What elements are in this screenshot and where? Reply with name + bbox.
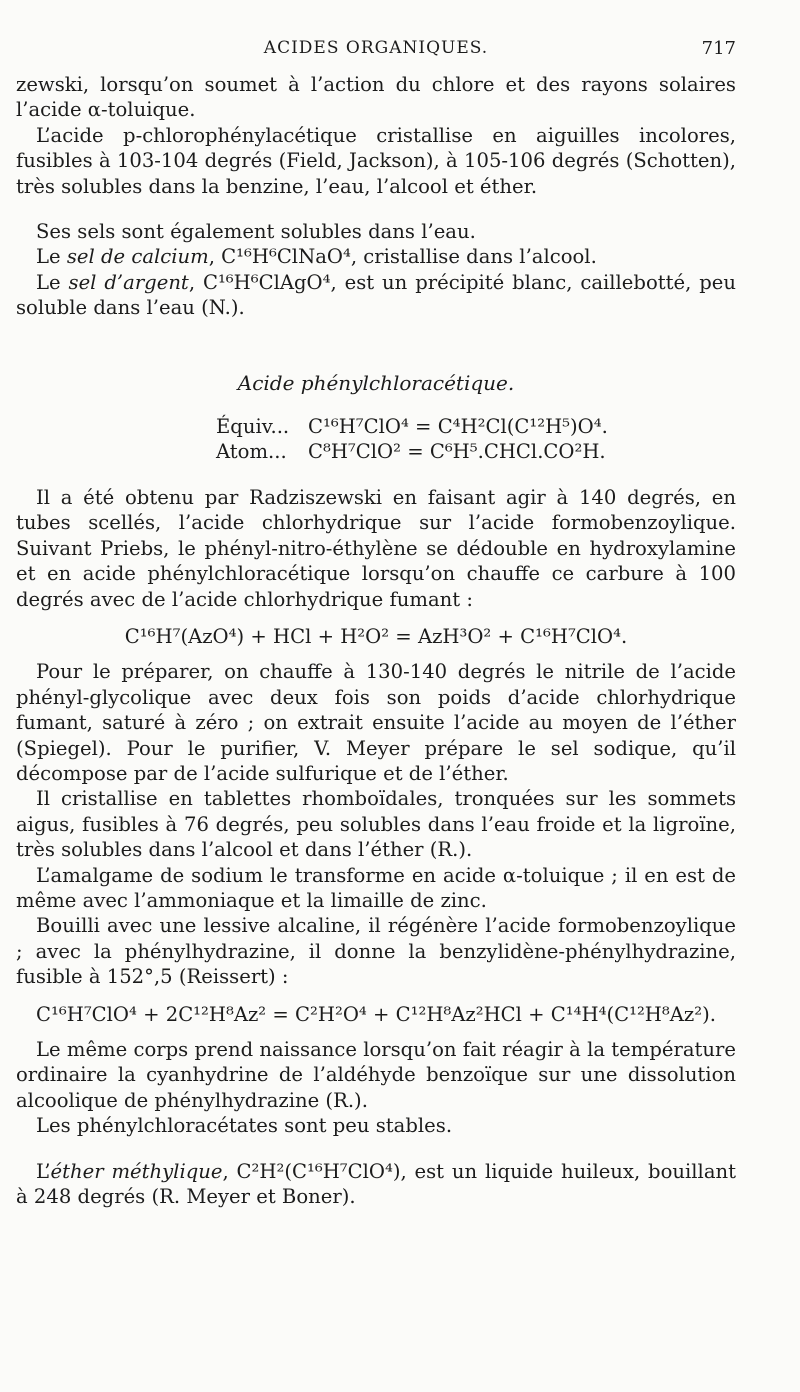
running-title: ACIDES ORGANIQUES. — [263, 38, 489, 58]
paragraph-preparation: Pour le préparer, on chauffe à 130-140 degrés le nitrile de l’acide phényl-glycolique avec deux fois son poids d’acide chlorhydrique fumant, saturé à zéro ; on extrait ensuite l’acide au moyen de l’éther (Spiegel). Pour le purifier, V. Meyer prépare le sel sodique, qu’il décompose par de l’acide sulfurique et de l’éther. — [16, 660, 736, 785]
reaction-equation-2: C¹⁶H⁷ClO⁴ + 2C¹²H⁸Az² = C²H²O⁴ + C¹²H⁸Az²HCl + C¹⁴H⁴(C¹²H⁸Az²). — [36, 1002, 716, 1026]
paragraph-salts: Ses sels sont également solubles dans l’eau. — [36, 220, 476, 244]
running-header — [16, 38, 736, 62]
paragraph-sodium-amalgam: L’amalgame de sodium le transforme en acide α-toluique ; il en est de même avec l’ammoniaque et la limaille de zinc. — [16, 863, 736, 912]
paragraph-calcium-salt: Le sel de calcium, C¹⁶H⁶ClNaO⁴, cristallise dans l’alcool. — [36, 245, 597, 269]
silver-salt-term: sel d’argent — [68, 270, 189, 294]
equiv-formula-line — [216, 414, 736, 439]
equiv-formula: C¹⁶H⁷ClO⁴ = C⁴H²Cl(C¹²H⁵)O⁴. — [308, 415, 608, 439]
page-number: 717 — [701, 38, 736, 59]
paragraph-p-chloro-acid: L’acide p-chlorophénylacétique cristallise en aiguilles incolores, fusibles à 103-104 degrés (Field, Jackson), à 105-106 degrés (Schotten), très solubles dans la benzine, l’eau, l’alcool et éther. — [16, 123, 736, 198]
section-heading: Acide phénylchloracétique. — [237, 370, 515, 395]
paragraph-salts-stability: Les phénylchloracétates sont peu stables. — [36, 1114, 453, 1138]
reaction-equation-1: C¹⁶H⁷(AzO⁴) + HCl + H²O² = AzH³O² + C¹⁶H⁷ClO⁴. — [124, 624, 628, 648]
atom-formula: C⁸H⁷ClO² = C⁶H⁵.CHCl.CO²H. — [308, 440, 606, 464]
methyl-ether-term: éther méthylique — [50, 1159, 223, 1183]
paragraph-crystallization: Il cristallise en tablettes rhomboïdales, tronquées sur les sommets aigus, fusibles à 76 degrés, peu solubles dans l’eau froide et la ligroïne, très solubles dans l’alcool et dans l’éther (R.). — [16, 787, 736, 862]
paragraph-preparation-history: Il a été obtenu par Radziszewski en faisant agir à 140 degrés, en tubes scellés, l’acide chlorhydrique sur l’acide formobenzoylique. Suivant Priebs, le phényl-nitro-éthylène se dédouble en hydroxylamine et en acide phénylchloracétique lorsqu’on chauffe ce carbure à 100 degrés avec de l’acide chlorhydrique fumant : — [16, 485, 736, 611]
paragraph-cyanhydrin: Le même corps prend naissance lorsqu’on fait réagir à la température ordinaire la cyanhydrine de l’aldéhyde benzoïque sur une dissolution alcoolique de phénylhydrazine (R.). — [16, 1038, 736, 1112]
page-body — [16, 72, 736, 1209]
atom-formula-line — [216, 439, 736, 464]
atom-label: Atom... — [216, 440, 287, 464]
calcium-salt-term: sel de calcium — [66, 245, 209, 269]
paragraph-alkaline-boiling: Bouilli avec une lessive alcaline, il régénère l’acide formobenzoylique ; avec la phénylhydrazine, il donne la benzylidène-phénylhydrazine, fusible à 152°,5 (Reissert) : — [16, 914, 736, 989]
paragraph-methyl-ether: L’éther méthylique, C²H²(C¹⁶H⁷ClO⁴), est un liquide huileux, bouillant à 248 degrés (R. Meyer et Boner). — [16, 1159, 736, 1209]
paragraph-continuation: zewski, lorsqu’on soumet à l’action du chlore et des rayons solaires l’acide α-toluique. — [16, 73, 736, 122]
equiv-label: Équiv... — [216, 415, 290, 439]
paragraph-silver-salt: Le sel d’argent, C¹⁶H⁶ClAgO⁴, est un précipité blanc, caillebotté, peu soluble dans l’eau (N.). — [16, 270, 736, 320]
